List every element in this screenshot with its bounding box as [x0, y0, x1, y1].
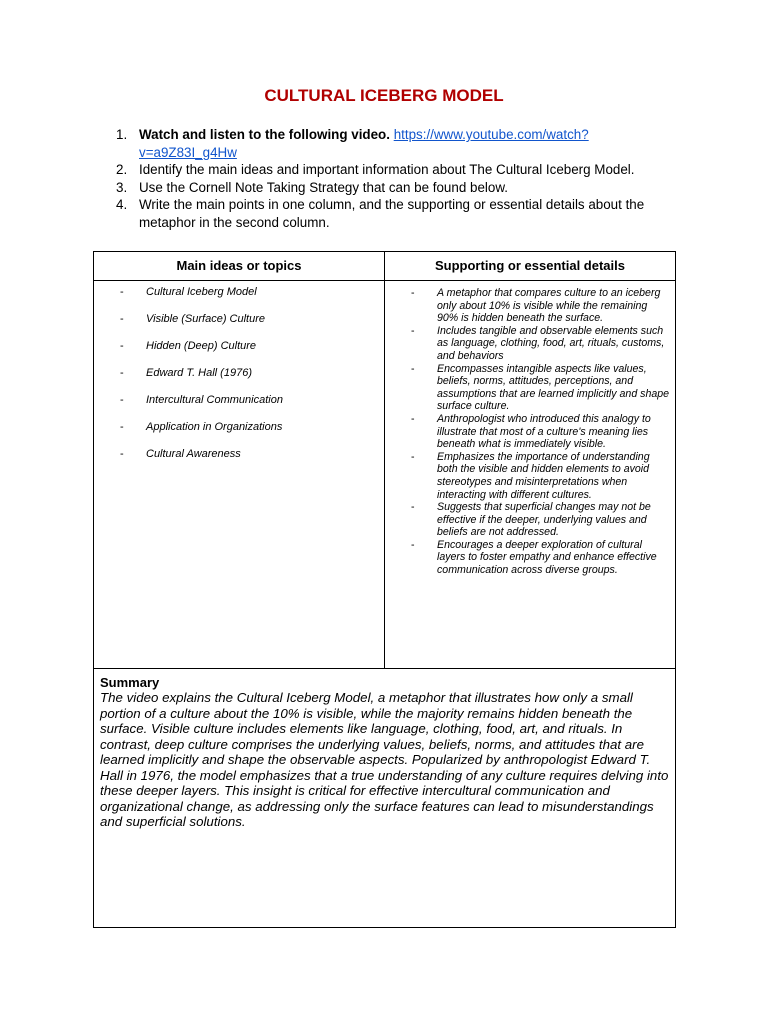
bullet-dash: -	[411, 538, 415, 551]
bullet-dash: -	[120, 421, 124, 433]
instruction-number: 1.	[116, 127, 128, 142]
bullet-dash: -	[411, 450, 415, 463]
instruction-bold-text: Watch and listen to the following video.	[139, 127, 390, 142]
bullet-dash: -	[120, 286, 124, 298]
bullet-dash: -	[120, 313, 124, 325]
summary-section	[100, 675, 670, 830]
bullet-dash: -	[411, 324, 415, 337]
detail-item	[411, 413, 669, 451]
page-title: CULTURAL ICEBERG MODEL	[264, 86, 504, 105]
instruction-text: Identify the main ideas and important information about The Cultural Iceberg Model.	[139, 162, 635, 177]
header-main-ideas: Main ideas or topics	[176, 258, 302, 273]
detail-text: Suggests that superficial changes may not be effective if the deeper, underlying values and beliefs are not addressed.	[437, 501, 651, 539]
topic-item	[120, 340, 375, 367]
detail-text: Emphasizes the importance of understanding both the visible and hidden elements to avoid stereotypes and misinterpretations when interacting with different cultures.	[437, 450, 650, 501]
details-list	[411, 287, 669, 577]
bullet-dash: -	[120, 340, 124, 352]
instruction-number: 2.	[116, 162, 128, 177]
topic-item	[120, 286, 375, 313]
detail-text: Encompasses intangible aspects like values, beliefs, norms, attitudes, perceptions, and assumptions that are learned implicitly and shape surface culture.	[437, 362, 670, 413]
detail-item	[411, 363, 669, 413]
instruction-item	[116, 196, 686, 231]
video-link[interactable]: https://www.youtube.com/watch?v=a9Z83I_g4Hw	[139, 127, 589, 160]
topic-text: Cultural Iceberg Model	[146, 286, 257, 298]
summary-heading: Summary	[100, 675, 160, 690]
detail-item	[411, 501, 669, 539]
column-divider	[384, 252, 385, 669]
topic-item	[120, 367, 375, 394]
topic-text: Edward T. Hall (1976)	[146, 367, 252, 379]
topic-text: Application in Organizations	[146, 421, 283, 433]
topic-item	[120, 421, 375, 448]
topic-item	[120, 448, 375, 475]
topic-text: Cultural Awareness	[146, 448, 241, 460]
summary-text: The video explains the Cultural Iceberg Model, a metaphor that illustrates how only a small portion of a culture about the 10% is visible, while the majority remains hidden beneath the surface. Visible culture includes elements like language, clothing, food, art, and rituals. In contrast, deep culture comprises the underlying values, beliefs, norms, and attitudes that are learned implicitly and shape the observable aspects. Popularized by anthropologist Edward T. Hall in 1976, the model emphasizes that a true understanding of any culture requires delving into these deeper layers. This insight is critical for effective intercultural communication and organizational change, as addressing only the surface features can lead to misunderstandings and superficial solutions.	[100, 690, 669, 829]
instruction-number: 4.	[116, 197, 128, 212]
detail-text: Encourages a deeper exploration of cultural layers to foster empathy and enhance effective communication across diverse groups.	[437, 538, 657, 577]
detail-item	[411, 287, 669, 325]
instruction-item	[116, 179, 686, 197]
detail-item	[411, 325, 669, 363]
instruction-item	[116, 161, 686, 179]
topic-item	[120, 394, 375, 421]
detail-item	[411, 451, 669, 501]
cornell-notes-table	[93, 251, 676, 928]
bullet-dash: -	[120, 394, 124, 406]
header-supporting-details: Supporting or essential details	[435, 258, 625, 273]
bullet-dash: -	[411, 362, 415, 375]
topic-text: Hidden (Deep) Culture	[146, 340, 257, 352]
topic-text: Intercultural Communication	[146, 394, 283, 406]
instruction-number: 3.	[116, 179, 128, 195]
instructions-list	[116, 126, 686, 231]
topic-text: Visible (Surface) Culture	[146, 313, 266, 325]
topics-list	[120, 286, 375, 475]
instruction-text: Write the main points in one column, and the supporting or essential details about the metaphor in the second column.	[139, 197, 645, 230]
instruction-text: Use the Cornell Note Taking Strategy that can be found below.	[139, 179, 508, 195]
topic-item	[120, 313, 375, 340]
bullet-dash: -	[411, 501, 415, 514]
detail-text: Includes tangible and observable elements such as language, clothing, food, art, rituals, customs, and behaviors	[437, 324, 665, 362]
detail-item	[411, 539, 669, 577]
bullet-dash: -	[411, 412, 415, 425]
detail-text: A metaphor that compares culture to an iceberg only about 10% is visible while the remaining 90% is hidden beneath the surface.	[437, 287, 661, 325]
header-divider	[94, 280, 675, 281]
bullet-dash: -	[120, 448, 124, 460]
detail-text: Anthropologist who introduced this analogy to illustrate that most of a culture's meaning lies beneath what is immediately visible.	[437, 412, 651, 451]
instruction-item	[116, 126, 686, 161]
summary-divider	[94, 668, 675, 669]
bullet-dash: -	[120, 367, 124, 379]
bullet-dash: -	[411, 287, 415, 299]
